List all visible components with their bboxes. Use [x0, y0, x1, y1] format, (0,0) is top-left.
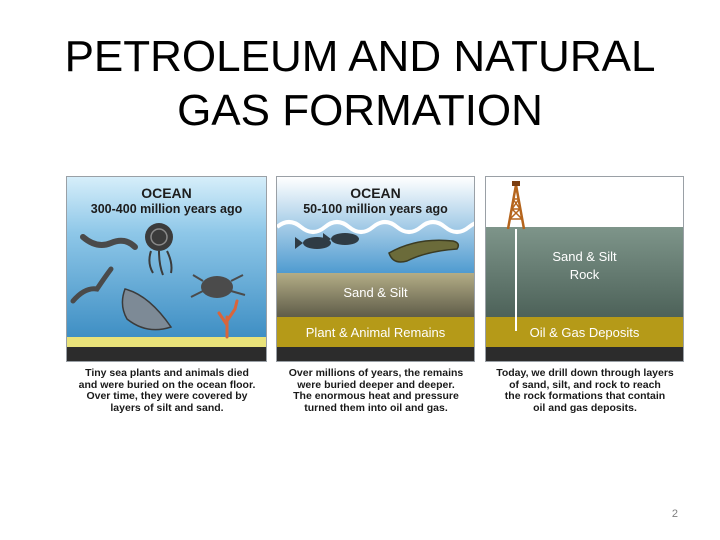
crab-icon [201, 276, 233, 298]
bedrock-band [486, 347, 684, 362]
panel-ancient-ocean [66, 176, 267, 362]
panel-burial [276, 176, 475, 362]
ammonite-icon [145, 223, 173, 251]
panel-3-layer-line-1: Sand & Silt [552, 249, 617, 264]
slide-title [0, 30, 720, 138]
fish-icon [331, 233, 359, 245]
caption-line: Over millions of years, the remains [288, 367, 464, 379]
panel-2-layer-sand-silt: Sand & Silt [343, 285, 408, 300]
caption-line: turned them into oil and gas. [304, 401, 448, 414]
panel-1-subheading: 300-400 million years ago [90, 202, 243, 216]
panel-3-layer-line-2: Rock [569, 267, 600, 282]
slide-title-line-2: GAS FORMATION [177, 86, 543, 135]
slide-title-line-1: PETROLEUM AND NATURAL [64, 32, 656, 81]
caption-line: and were buried on the ocean floor. [78, 378, 256, 391]
caption-line: the rock formations that contain [504, 390, 666, 402]
caption-line: of sand, silt, and rock to reach [509, 378, 661, 391]
page-number: 2 [671, 508, 678, 520]
bedrock-band [67, 347, 267, 362]
panel-2-layer-remains: Plant & Animal Remains [305, 325, 446, 340]
caption-line: The enormous heat and pressure [293, 390, 459, 402]
panel-3-layer-deposits: Oil & Gas Deposits [529, 325, 640, 340]
caption-line: layers of silt and sand. [110, 401, 224, 414]
ocean-water [67, 177, 267, 337]
panel-1-heading: OCEAN [141, 185, 192, 201]
panel-2-heading: OCEAN [350, 185, 401, 201]
caption-line: were buried deeper and deeper. [297, 378, 455, 391]
panel-2-caption [274, 368, 478, 414]
caption-line: Today, we drill down through layers [496, 367, 674, 379]
formation-diagram [64, 172, 686, 424]
panel-1-caption [64, 368, 270, 414]
caption-line: Tiny sea plants and animals died [85, 367, 249, 379]
caption-line: Over time, they were covered by [86, 390, 248, 402]
sea-floor-sand [67, 337, 267, 347]
panel-2-subheading: 50-100 million years ago [303, 202, 448, 216]
panel-today [485, 176, 684, 362]
caption-line: oil and gas deposits. [533, 401, 637, 414]
bedrock-band [277, 347, 475, 362]
panel-3-caption [483, 368, 687, 414]
